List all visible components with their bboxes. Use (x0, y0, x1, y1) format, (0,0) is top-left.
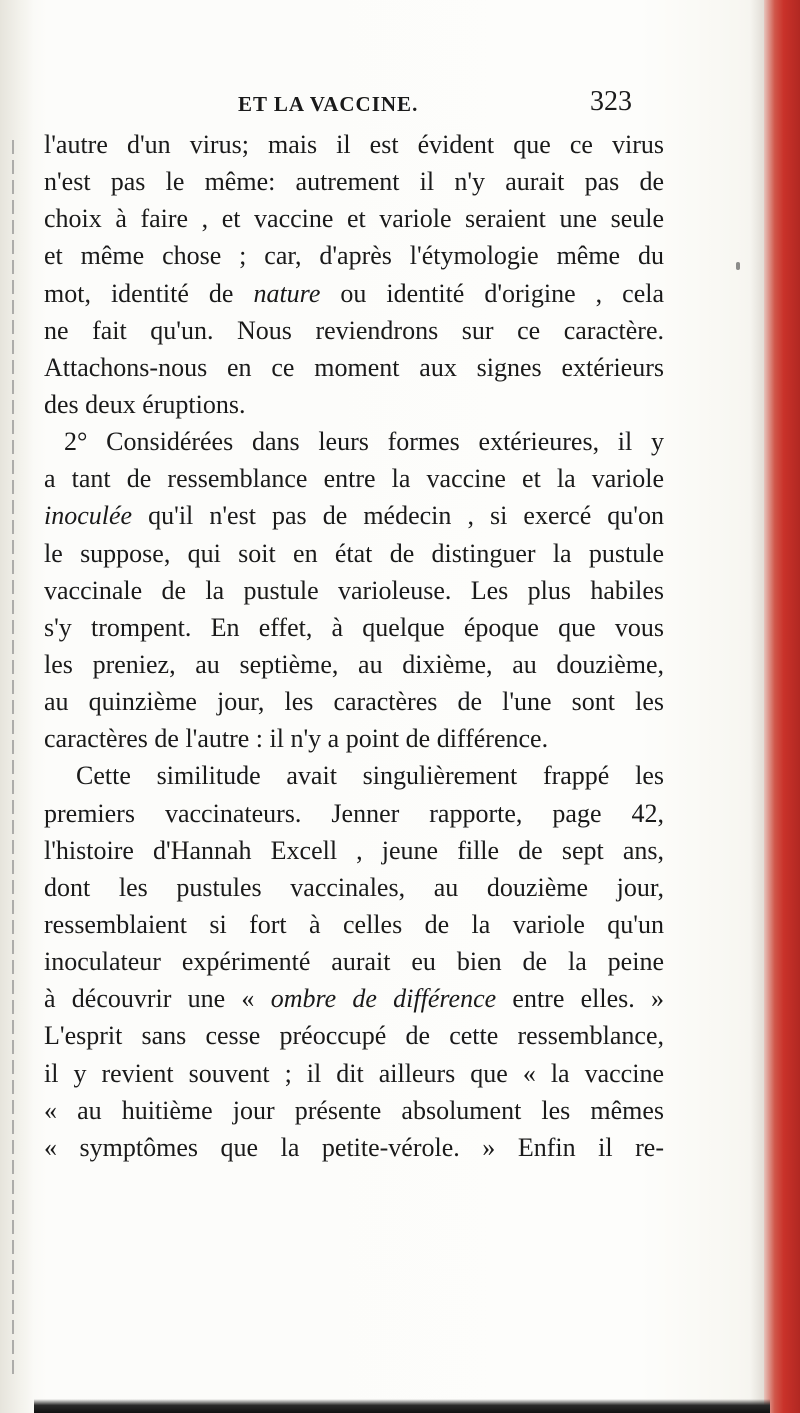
text-line: l'autre d'un virus; mais il est évident que ce virus (44, 130, 664, 159)
text-line: premiers vaccinateurs. Jenner rapporte, page 42, (44, 798, 664, 828)
text-line: L'esprit sans cesse préoccupé de cette ressemblance, (44, 1021, 664, 1051)
page-gutter (0, 0, 34, 1413)
text-line: inoculée qu'il n'est pas de médecin , si exercé qu'on (44, 501, 664, 531)
text-line: l'histoire d'Hannah Excell , jeune fille de sept ans, (44, 835, 664, 865)
text-line: mot, identité de nature ou identité d'origine , cela (44, 278, 664, 308)
text-line: inoculateur expérimenté aurait eu bien de la peine (44, 947, 664, 977)
text-line: vaccinale de la pustule varioleuse. Les plus habiles (44, 575, 664, 605)
text-line: a tant de ressemblance entre la vaccine et la variole (44, 464, 664, 494)
text-line: dont les pustules vaccinales, au douzième jour, (44, 872, 664, 902)
bottom-shadow-band (34, 1399, 770, 1413)
margin-speck (736, 262, 740, 270)
text-line: au quinzième jour, les caractères de l'une sont les (44, 687, 664, 717)
text-line: s'y trompent. En effet, à quelque époque que vous (44, 612, 664, 642)
text-line: les preniez, au septième, au dixième, au douzième, (44, 649, 664, 679)
paragraph-start-line: 2° Considérées dans leurs formes extérieures, il y (64, 427, 664, 457)
paragraph-start-line: Cette similitude avait singulièrement frappé les (76, 761, 664, 791)
text-line: des deux éruptions. (44, 389, 246, 419)
page-edge-shadow (750, 0, 764, 1413)
text-line: choix à faire , et vaccine et variole seraient une seule (44, 204, 664, 234)
book-edge-red (764, 0, 800, 1413)
binding-line (12, 140, 14, 1380)
text-line: et même chose ; car, d'après l'étymologie même du (44, 241, 664, 271)
body-text (44, 126, 664, 1166)
text-line: Attachons-nous en ce moment aux signes extérieurs (44, 352, 664, 382)
text-line: le suppose, qui soit en état de distinguer la pustule (44, 538, 664, 568)
text-line: « au huitième jour présente absolument les mêmes (44, 1095, 664, 1125)
text-line: il y revient souvent ; il dit ailleurs que « la vaccine (44, 1058, 664, 1088)
text-line: à découvrir une « ombre de différence entre elles. » (44, 984, 664, 1014)
text-line: caractères de l'autre : il n'y a point de différence. (44, 724, 549, 754)
page-number: 323 (590, 86, 632, 117)
text-line: « symptômes que la petite-vérole. » Enfin il re- (44, 1132, 664, 1162)
running-header: ET LA VACCINE. (238, 92, 419, 116)
text-line: n'est pas le même: autrement il n'y aurait pas de (44, 167, 664, 197)
text-line: ne fait qu'un. Nous reviendrons sur ce caractère. (44, 315, 664, 345)
text-line: ressemblaient si fort à celles de la variole qu'un (44, 909, 664, 939)
